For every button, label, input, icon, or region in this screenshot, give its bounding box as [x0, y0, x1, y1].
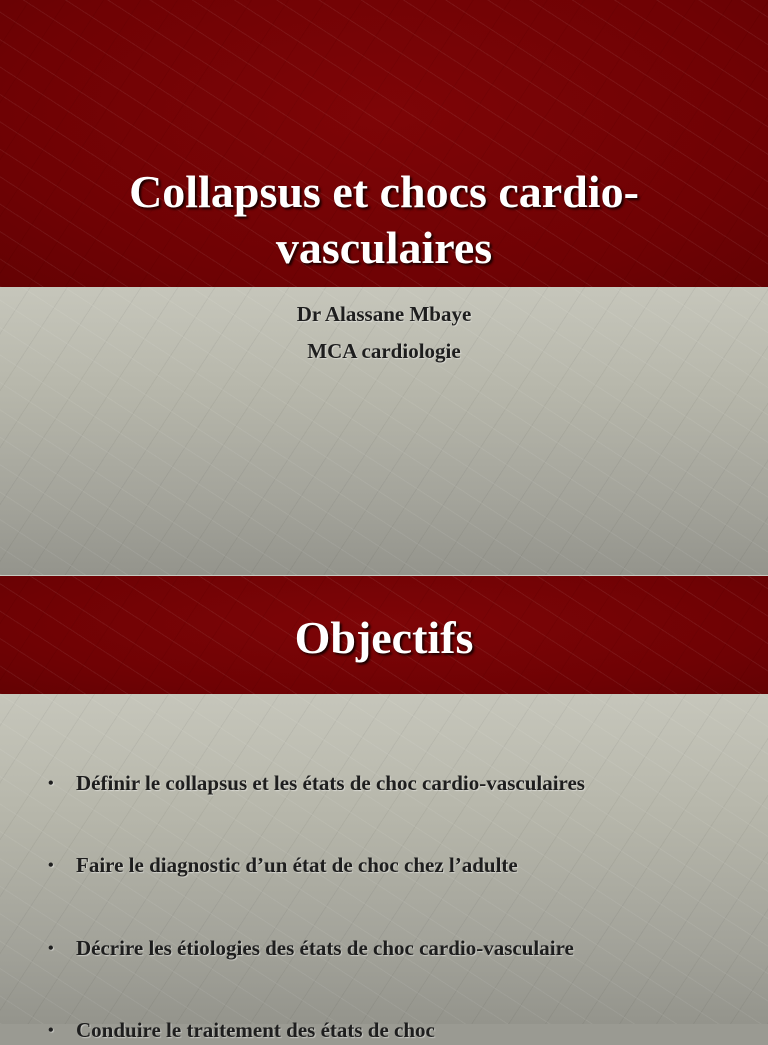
objectives-slide: [0, 576, 768, 1042]
title-band: [0, 576, 768, 694]
list-item-text: Faire le diagnostic d’un état de choc chez l’adulte: [76, 853, 518, 877]
list-item-text: Définir le collapsus et les états de choc cardio-vasculaires: [76, 771, 585, 795]
bullet-icon: •: [48, 775, 54, 792]
list-item-text: Conduire le traitement des états de choc: [76, 1018, 435, 1042]
title-band: [0, 0, 768, 287]
slide-title: Collapsus et chocs cardio-vasculaires: [129, 166, 639, 273]
list-item: [48, 934, 748, 963]
list-item: [48, 1016, 748, 1045]
author-name: Dr Alassane Mbaye: [296, 302, 472, 326]
author-title: MCA cardiologie: [307, 339, 461, 363]
bullet-icon: •: [48, 857, 54, 874]
list-item: [48, 769, 748, 798]
list-item-text: Décrire les étiologies des états de choc cardio-vasculaire: [76, 936, 574, 960]
section-title: Objectifs: [294, 612, 474, 663]
bullet-icon: •: [48, 940, 54, 957]
list-item: [48, 851, 748, 880]
bullet-icon: •: [48, 1022, 54, 1039]
